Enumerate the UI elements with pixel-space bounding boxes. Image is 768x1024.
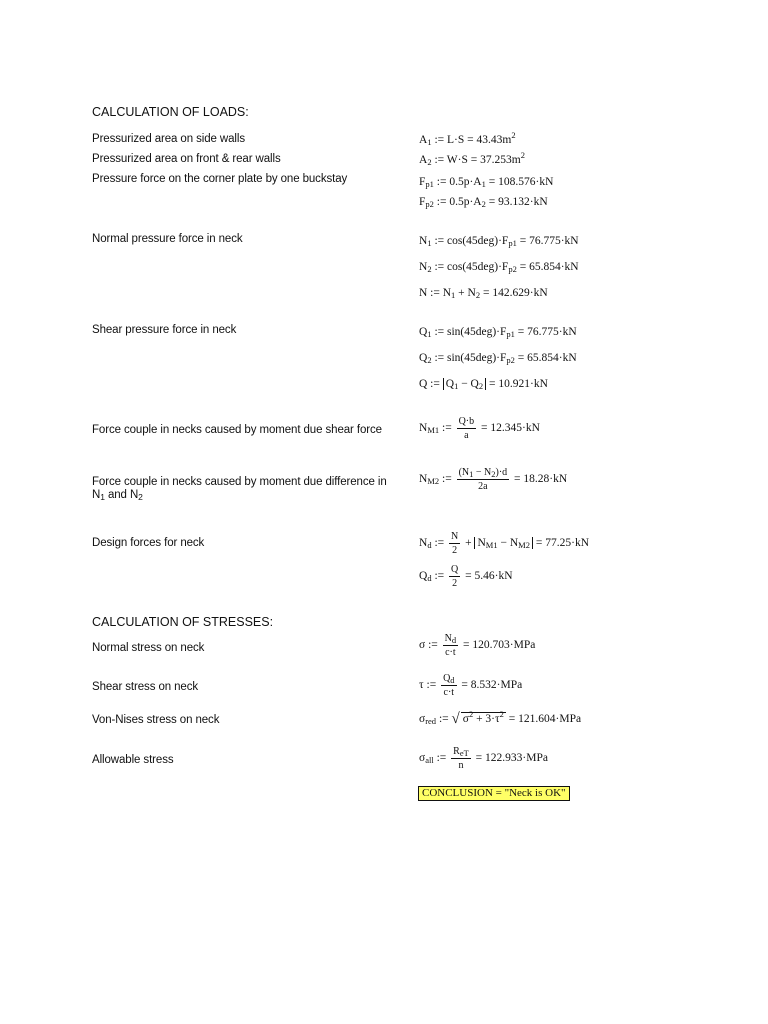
eq-N: N := $N_1 + N_2 = 142.629\cdot kN$	[419, 287, 548, 300]
eq-tau: τ := $\frac{Q_d}{c\cdot t}$ = 8.532·MPa	[419, 673, 523, 698]
eq-Q2: $Q_2$ := $\sin(45deg)\cdot F_{p2} = 65.854\cdot kN$	[419, 352, 577, 365]
label-von-mises: Von-Nises stress on neck	[92, 714, 220, 726]
eq-Q: Q := $Q_1 - Q_2 = 10.921\cdot kN$	[419, 378, 548, 391]
eq-NM2: $N_{M2}$ := $\frac{(N_1 - N_2)\cdot d}{2a}$ = 18.28·kN	[419, 467, 568, 492]
label-couple-diff: Force couple in necks caused by moment due difference in $N_1$ and $N_2$	[92, 476, 387, 502]
label-side-walls: Pressurized area on side walls	[92, 133, 245, 145]
eq-A2: $A_2$ := $W\cdot S = 37.253m^2$	[419, 150, 525, 167]
eq-N2: $N_2$ := $\cos(45deg)\cdot F_{p2} = 65.854\cdot kN$	[419, 261, 579, 274]
eq-NM1: $N_{M1}$ := $\frac{Q\cdot b}{a}$ = 12.345·kN	[419, 416, 540, 441]
label-normal-force: Normal pressure force in neck	[92, 233, 243, 245]
eq-Nd: $N_d$ := $\frac{N}{2}$ + $N_{M1} - N_{M2} = 77.25\cdot kN$	[419, 531, 589, 556]
label-couple-shear: Force couple in necks caused by moment due shear force	[92, 424, 382, 436]
label-allowable: Allowable stress	[92, 754, 174, 766]
eq-N1: $N_1$ := $\cos(45deg)\cdot F_{p1} = 76.775\cdot kN$	[419, 235, 579, 248]
stresses-heading: CALCULATION OF STRESSES:	[92, 615, 274, 629]
eq-Fp2: $F_{p2}$ := $0.5p\cdot A_2 = 93.132\cdot kN$	[419, 196, 548, 209]
eq-sigma: σ := $\frac{N_d}{c\cdot t}$ = 120.703·MPa	[419, 633, 536, 658]
label-design-forces: Design forces for neck	[92, 537, 205, 549]
label-front-rear: Pressurized area on front & rear walls	[92, 153, 281, 165]
label-shear-stress: Shear stress on neck	[92, 681, 199, 693]
label-normal-stress: Normal stress on neck	[92, 642, 205, 654]
label-shear-force: Shear pressure force in neck	[92, 324, 237, 336]
eq-sigma-all: $\sigma_{all}$ := $\frac{R_{eT}}{n}$ = 122.933·MPa	[419, 746, 548, 771]
conclusion-box: CONCLUSION = "Neck is OK"	[418, 786, 570, 801]
label-corner-force: Pressure force on the corner plate by one buckstay	[92, 173, 348, 185]
eq-Qd: $Q_d$ := $\frac{Q}{2}$ = 5.46·kN	[419, 564, 513, 589]
eq-sigma-red: $\sigma_{red}$ := √ $\sigma^2 + 3\cdot\tau^2 = 121.604\cdot MPa$	[419, 709, 582, 727]
eq-Fp1: $F_{p1}$ := $0.5p\cdot A_1 = 108.576\cdot kN$	[419, 176, 554, 189]
eq-Q1: $Q_1$ := $\sin(45deg)\cdot F_{p1} = 76.775\cdot kN$	[419, 326, 577, 339]
loads-heading: CALCULATION OF LOADS:	[92, 105, 249, 119]
eq-A1: $A_1$ := $L\cdot S = 43.43m^2$	[419, 130, 516, 147]
